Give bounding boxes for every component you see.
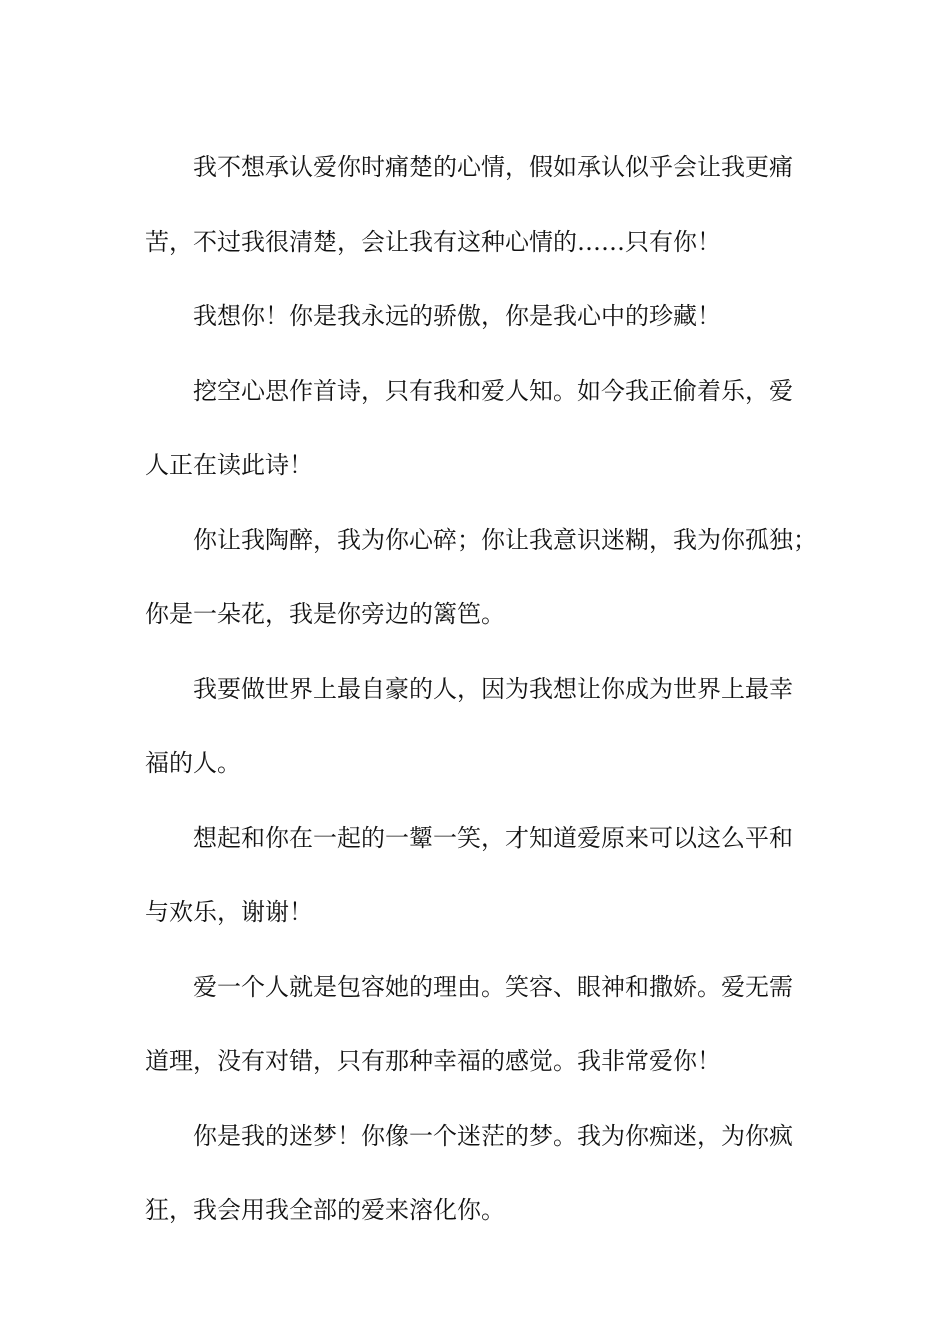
paragraph-line: 福的人。	[145, 749, 241, 777]
paragraph-line: 我要做世界上最自豪的人，因为我想让你成为世界上最幸	[193, 674, 793, 703]
paragraph-line: 我不想承认爱你时痛楚的心情，假如承认似乎会让我更痛	[193, 153, 793, 181]
paragraph-7	[145, 950, 805, 1099]
paragraph-5	[145, 652, 805, 801]
document-body	[145, 130, 817, 1248]
paragraph-line: 挖空心思作首诗，只有我和爱人知。如今我正偷着乐，爱	[193, 376, 793, 405]
paragraph-line: 你让我陶醉，我为你心碎；你让我意识迷糊，我为你孤独；	[193, 525, 817, 554]
paragraph-6	[145, 801, 805, 950]
paragraph-8	[145, 1099, 805, 1248]
paragraph-line: 爱一个人就是包容她的理由。笑容、眼神和撒娇。爱无需	[193, 972, 793, 1001]
paragraph-4	[145, 503, 817, 652]
paragraph-line: 道理，没有对错，只有那种幸福的感觉。我非常爱你！	[145, 1047, 721, 1075]
paragraph-1	[145, 130, 805, 279]
paragraph-line: 你是一朵花，我是你旁边的篱笆。	[145, 600, 505, 628]
paragraph-line: 你是我的迷梦！你像一个迷茫的梦。我为你痴迷，为你疯	[193, 1121, 793, 1150]
paragraph-line: 我想你！你是我永远的骄傲，你是我心中的珍藏！	[193, 302, 721, 330]
paragraph-line: 想起和你在一起的一颦一笑，才知道爱原来可以这么平和	[193, 823, 793, 852]
paragraph-line: 苦，不过我很清楚，会让我有这种心情的……只有你！	[145, 227, 721, 256]
paragraph-2	[145, 279, 805, 354]
paragraph-line: 与欢乐，谢谢！	[145, 898, 313, 926]
paragraph-line: 人正在读此诗！	[145, 451, 313, 479]
paragraph-3	[145, 354, 805, 503]
paragraph-line: 狂，我会用我全部的爱来溶化你。	[145, 1196, 505, 1224]
